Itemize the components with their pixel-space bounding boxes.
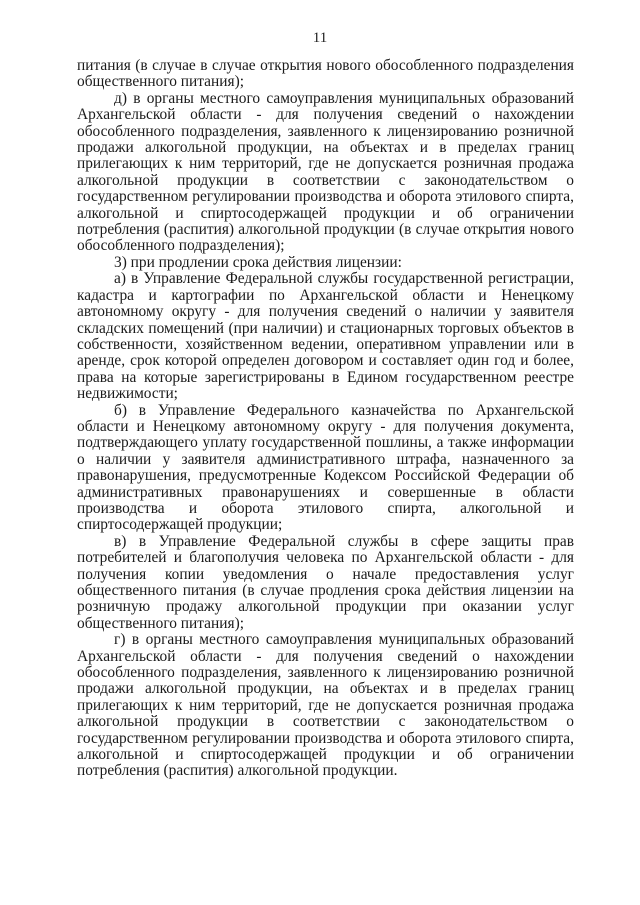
paragraph-item-g: г) в органы местного самоуправления муниципальных образований Архангельской области - для получения сведений о нахождении обособленного подразделения, заявленного к лицензированию розничной продажи алкогольной продукции, на объектах и в пределах границ прилегающих к ним территорий, где не допускается розничная продажа алкогольной продукции в соответствии с законодательством о государственном регулировании производства и оборота этилового спирта, алкогольной и спиртосодержащей продукции и об ограничении потребления (распития) алкогольной продукции. xyxy=(77,631,574,780)
paragraph-section-3: 3) при продлении срока действия лицензии: xyxy=(114,253,402,271)
paragraph-item-d: д) в органы местного самоуправления муниципальных образований Архангельской области - для получения сведений о нахождении обособленного подразделения, заявленного к лицензированию розничной продажи алкогольной продукции, на объектах и в пределах границ прилегающих к ним территорий, где не допускается розничная продажа алкогольной продукции в соответствии с законодательством о государственном регулировании производства и оборота этилового спирта, алкогольной и спиртосодержащей продукции и об ограничении потребления (распития) алкогольной продукции (в случае открытия нового обособленного подразделения); xyxy=(77,89,574,255)
paragraph-continuation: питания (в случае в случае открытия нового обособленного подразделения общественного питания); xyxy=(77,57,574,91)
paragraph-item-b: б) в Управление Федерального казначейства по Архангельской области и Ненецкому автономному округу - для получения документа, подтверждающего уплату государственной пошлины, а также информации о наличии у заявителя административного штрафа, назначенного за правонарушения, предусмотренные Кодексом Российской Федерации об административных правонарушениях и совершенные в области производства и оборота этилового спирта, алкогольной и спиртосодержащей продукции; xyxy=(77,401,574,534)
page-number: 11 xyxy=(312,30,328,46)
paragraph-item-v: в) в Управление Федеральной службы в сфере защиты прав потребителей и благополучия человека по Архангельской области - для получения копии уведомления о начале предоставления услуг общественного питания (в случае продления срока действия лицензии на розничную продажу алкогольной продукции при оказании услуг общественного питания); xyxy=(77,532,574,632)
document-body xyxy=(77,58,574,780)
paragraph-item-a: а) в Управление Федеральной службы государственной регистрации, кадастра и картографии по Архангельской области и Ненецкому автономному округу - для получения сведений о наличии у заявителя складских помещений (при наличии) и стационарных торговых объектов в собственности, хозяйственном ведении, оперативном управлении или в аренде, срок которой определен договором и составляет один год и более, права на которые зарегистрированы в Едином государственном реестре недвижимости; xyxy=(77,270,574,403)
